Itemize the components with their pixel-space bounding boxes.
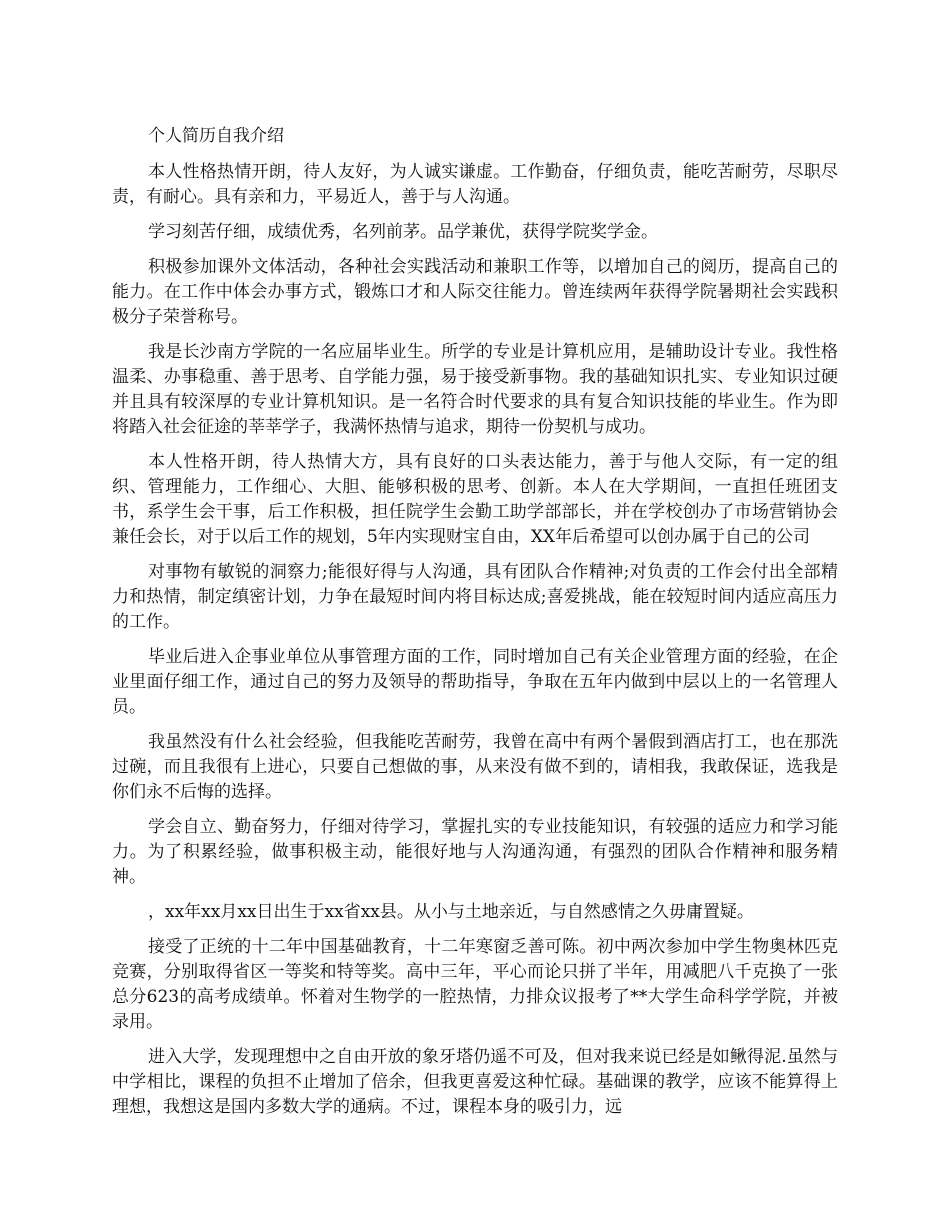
paragraph: 本人性格开朗，待人热情大方，具有良好的口头表达能力，善于与他人交际，有一定的组织、管理能力，工作细心、大胆、能够积极的思考、创新。本人在大学期间，一直担任班团支书，系学生会干事，后工作积极，担任院学生会勤工助学部部长，并在学校创办了市场营销协会兼任会长，对于以后工作的规划，5年内实现财宝自由，XX年后希望可以创办属于自己的公司	[112, 452, 838, 547]
paragraph: 对事物有敏锐的洞察力;能很好得与人沟通，具有团队合作精神;对负责的工作会付出全部精力和热情，制定缜密计划，力争在最短时间内将目标达成;喜爱挑战，能在较短时间内适应高压力的工作。	[112, 562, 838, 632]
paragraph: ，xx年xx月xx日出生于xx省xx县。从小与土地亲近，与自然感情之久毋庸置疑。	[148, 902, 754, 922]
paragraph: 进入大学，发现理想中之自由开放的象牙塔仍遥不可及，但对我来说已经是如鳅得泥.虽然与中学相比，课程的负担不止增加了倍余，但我更喜爱这种忙碌。基础课的教学，应该不能算得上理想，我想这是国内多数大学的通病。不过，课程本身的吸引力，远	[112, 1047, 838, 1117]
paragraph: 积极参加课外文体活动，各种社会实践活动和兼职工作等，以增加自己的阅历，提高自己的能力。在工作中体会办事方式，锻炼口才和人际交往能力。曾连续两年获得学院暑期社会实践积极分子荣誉称号。	[112, 257, 838, 327]
paragraph: 毕业后进入企事业单位从事管理方面的工作，同时增加自己有关企业管理方面的经验，在企业里面仔细工作，通过自己的努力及领导的帮助指导，争取在五年内做到中层以上的一名管理人员。	[112, 647, 838, 717]
paragraph: 学会自立、勤奋努力，仔细对待学习，掌握扎实的专业技能知识，有较强的适应力和学习能力。为了积累经验，做事积极主动，能很好地与人沟通沟通，有强烈的团队合作精神和服务精神。	[112, 817, 838, 887]
paragraph: 接受了正统的十二年中国基础教育，十二年寒窗乏善可陈。初中两次参加中学生物奥林匹克竞赛，分别取得省区一等奖和特等奖。高中三年，平心而论只拼了半年，用减肥八千克换了一张总分623的高考成绩单。怀着对生物学的一腔热情，力排众议报考了**大学生命科学学院，并被录用。	[112, 937, 838, 1032]
paragraph: 我虽然没有什么社会经验，但我能吃苦耐劳，我曾在高中有两个暑假到酒店打工，也在那洗过碗，而且我很有上进心，只要自己想做的事，从来没有做不到的，请相我，我敢保证，选我是你们永不后悔的选择。	[112, 732, 838, 802]
paragraph: 我是长沙南方学院的一名应届毕业生。所学的专业是计算机应用，是辅助设计专业。我性格温柔、办事稳重、善于思考、自学能力强，易于接受新事物。我的基础知识扎实、专业知识过硬并且具有较深厚的专业计算机知识。是一名符合时代要求的具有复合知识技能的毕业生。作为即将踏入社会征途的莘莘学子，我满怀热情与追求，期待一份契机与成功。	[112, 342, 838, 437]
document-title: 个人简历自我介绍	[148, 126, 284, 146]
document-page	[112, 122, 838, 1130]
paragraph: 本人性格热情开朗，待人友好，为人诚实谦虚。工作勤奋，仔细负责，能吃苦耐劳，尽职尽责，有耐心。具有亲和力，平易近人，善于与人沟通。	[112, 162, 838, 207]
paragraph: 学习刻苦仔细，成绩优秀，名列前茅。品学兼优，获得学院奖学金。	[148, 222, 658, 242]
